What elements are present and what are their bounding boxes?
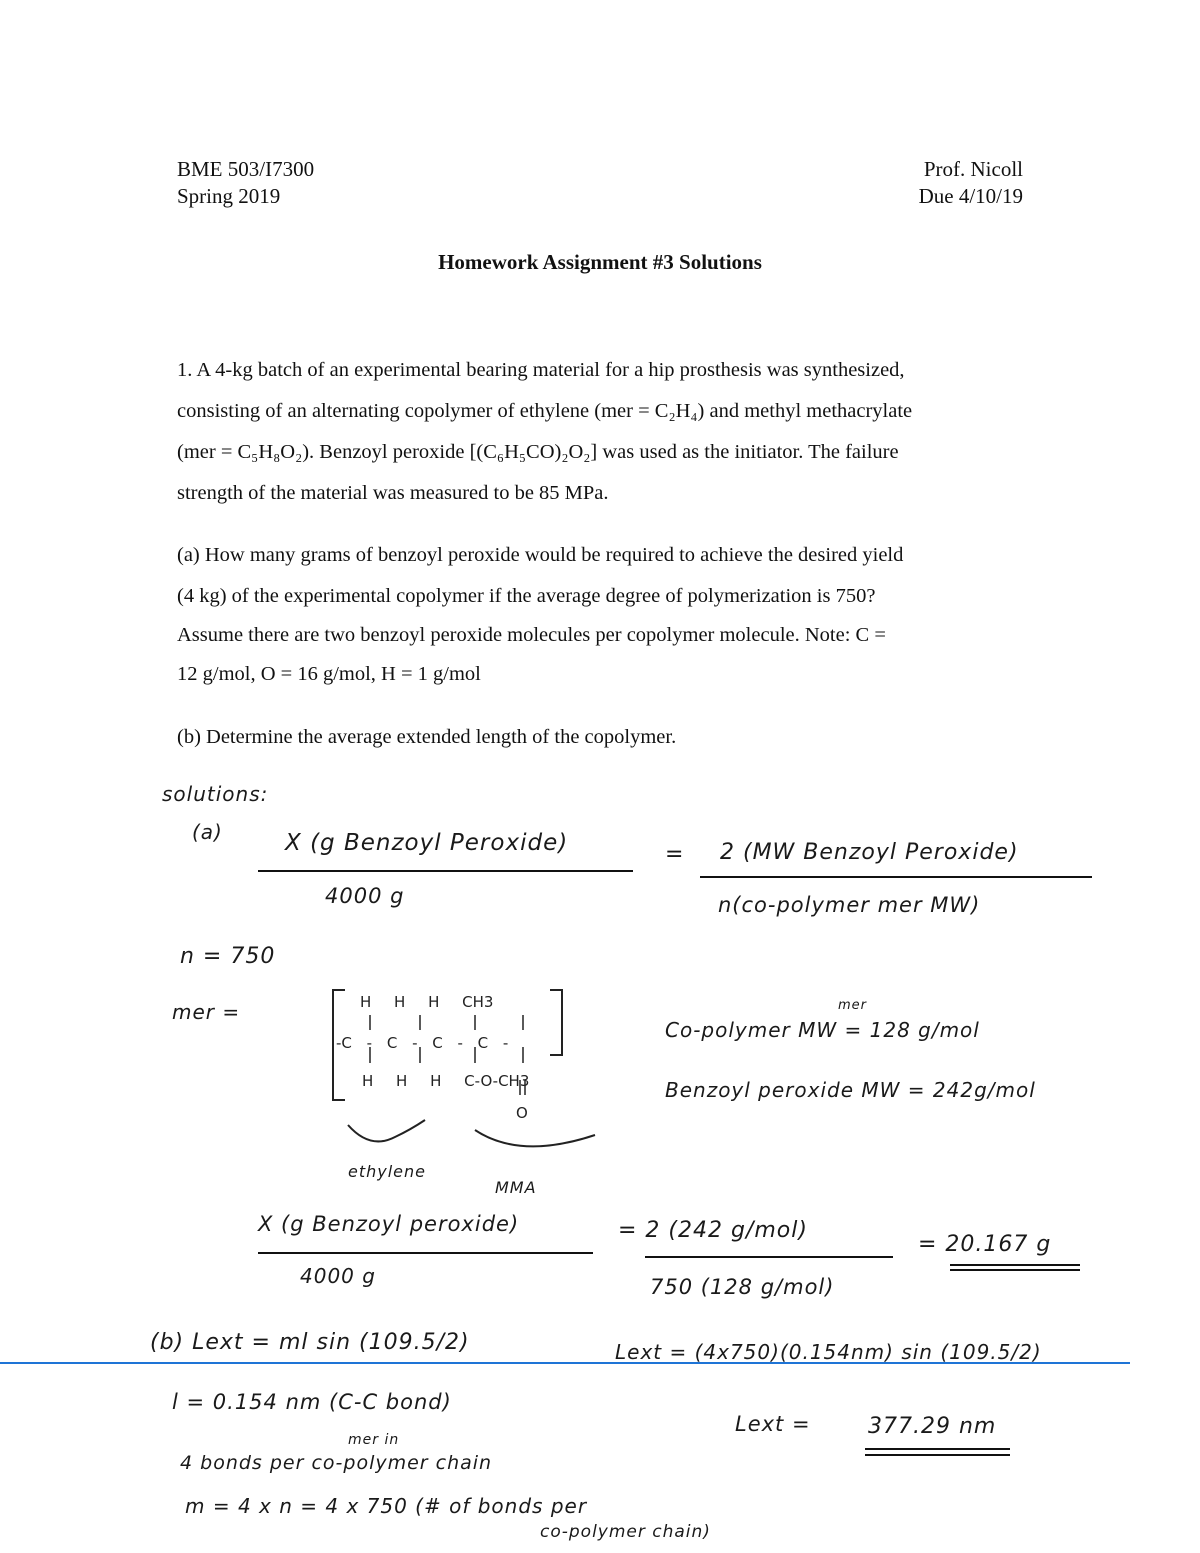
- part-a-line: Assume there are two benzoyl peroxide molecules per copolymer molecule. Note: C =: [177, 624, 886, 646]
- problem-line: (mer = C₅H₈O₂). Benzoyl peroxide [(C₆H₅CO)₂O₂] was used as the initiator. The failure: [177, 441, 899, 463]
- n-value: n = 750: [180, 944, 276, 969]
- eq1-denominator: 4000 g: [325, 884, 405, 908]
- structure-row-c: -C - C - C - C -: [336, 1034, 509, 1052]
- part-b-formula: (b) Lext = ml sin (109.5/2): [150, 1330, 470, 1355]
- bonds-per-chain: 4 bonds per co-polymer chain: [180, 1452, 493, 1474]
- eq1-numerator: X (g Benzoyl Peroxide): [285, 830, 569, 856]
- eq2-numerator: X (g Benzoyl peroxide): [258, 1212, 520, 1236]
- part-a-line: (a) How many grams of benzoyl peroxide would be required to achieve the desired yield: [177, 544, 904, 566]
- eq1-equals: =: [665, 842, 685, 867]
- ethylene-label: ethylene: [348, 1162, 426, 1181]
- eq2-right-fraction-bar: [645, 1256, 893, 1258]
- eq2-result: = 20.167 g: [918, 1232, 1052, 1257]
- eq1-right-denominator: n(co-polymer mer MW): [718, 893, 981, 917]
- benzoyl-mw: Benzoyl peroxide MW = 242g/mol: [665, 1078, 1036, 1102]
- problem-line: strength of the material was measured to be 85 MPa.: [177, 482, 609, 504]
- eq1-right-fraction-bar: [700, 876, 1092, 878]
- structure-row-h2: H H H C-O-CH3: [362, 1072, 530, 1090]
- part-a-line: 12 g/mol, O = 16 g/mol, H = 1 g/mol: [177, 663, 481, 685]
- part-b-calculation: Lext = (4x750)(0.154nm) sin (109.5/2): [615, 1340, 1042, 1364]
- eq1-right-numerator: 2 (MW Benzoyl Peroxide): [720, 840, 1019, 865]
- copolymer-mer-note: mer: [838, 998, 868, 1013]
- m-calculation: m = 4 x n = 4 x 750 (# of bonds per: [185, 1494, 588, 1518]
- page-title: Homework Assignment #3 Solutions: [438, 250, 762, 274]
- part-b-question: (b) Determine the average extended length of the copolymer.: [177, 726, 677, 748]
- solutions-heading: solutions:: [162, 782, 269, 806]
- result-underline: [950, 1269, 1080, 1271]
- eq1-fraction-bar: [258, 870, 633, 872]
- mer-in-note: mer in: [348, 1432, 400, 1448]
- due-date: Due 4/10/19: [918, 184, 1023, 208]
- result-underline: [950, 1264, 1080, 1266]
- eq2-fraction-bar: [258, 1252, 593, 1254]
- course-code: BME 503/I7300: [177, 157, 315, 181]
- eq2-right-numerator: = 2 (242 g/mol): [618, 1218, 808, 1243]
- problem-line: consisting of an alternating copolymer of ethylene (mer = C₂H₄) and methyl methacrylate: [177, 400, 913, 422]
- instructor: Prof. Nicoll: [923, 157, 1023, 181]
- mer-label: mer =: [172, 1000, 241, 1024]
- part-b-result-label: Lext =: [735, 1412, 811, 1436]
- part-b-result: 377.29 nm: [868, 1414, 997, 1439]
- structure-row-h: H H H CH3: [360, 993, 494, 1011]
- bond-length: l = 0.154 nm (C-C bond): [172, 1390, 452, 1414]
- course-term: Spring 2019: [177, 184, 281, 208]
- copolymer-mw: Co-polymer MW = 128 g/mol: [665, 1018, 980, 1042]
- structure-row-o: O: [516, 1104, 528, 1122]
- eq2-right-denominator: 750 (128 g/mol): [650, 1275, 835, 1299]
- structure-underbraces: [340, 1115, 610, 1165]
- result-underline: [865, 1454, 1010, 1456]
- mma-label: MMA: [495, 1178, 537, 1197]
- part-a-label: (a): [192, 820, 223, 844]
- m-calculation-cont: co-polymer chain): [540, 1522, 711, 1542]
- eq2-denominator: 4000 g: [300, 1264, 376, 1288]
- result-underline: [865, 1448, 1010, 1450]
- problem-line: 1. A 4-kg batch of an experimental bearing material for a hip prosthesis was synthesized,: [177, 359, 905, 381]
- part-a-line: (4 kg) of the experimental copolymer if the average degree of polymerization is 750?: [177, 585, 876, 607]
